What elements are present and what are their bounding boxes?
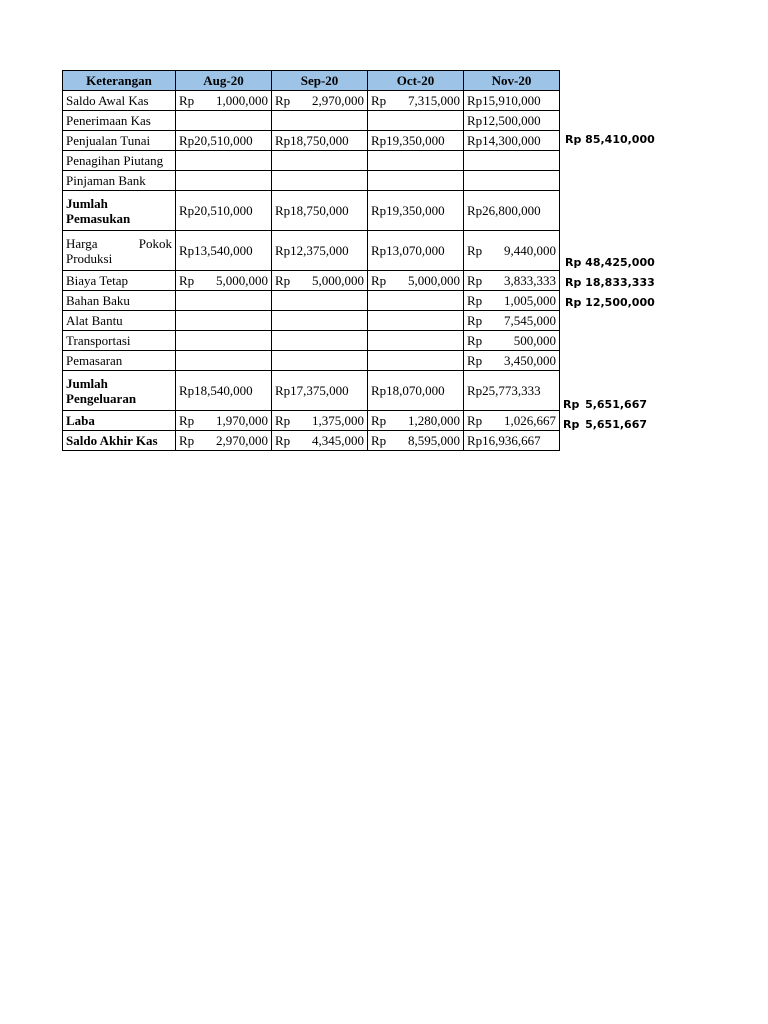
side-total-hpp: Rp 48,425,000	[565, 256, 655, 269]
table-row	[63, 231, 560, 271]
money-part: Rp25,773,333	[467, 383, 541, 398]
money-part: Rp	[179, 273, 195, 288]
money-part: 3,833,333	[504, 273, 556, 288]
value-cell	[272, 131, 368, 151]
value-cell	[464, 431, 560, 451]
money-part: Rp18,540,000	[179, 383, 253, 398]
row-label: Alat Bantu	[63, 311, 176, 331]
value-cell	[464, 291, 560, 311]
money-value	[467, 133, 556, 148]
side-total-penjualan: Rp 85,410,000	[565, 133, 655, 146]
value-cell	[176, 151, 272, 171]
money-part: Rp	[467, 353, 483, 368]
value-cell	[272, 411, 368, 431]
value-cell	[464, 91, 560, 111]
money-part: Rp	[179, 413, 195, 428]
money-value	[467, 93, 556, 108]
money-value	[371, 93, 460, 108]
value-cell	[176, 311, 272, 331]
value-cell	[176, 431, 272, 451]
money-part: 1,000,000	[216, 93, 268, 108]
money-value	[371, 273, 460, 288]
value-cell	[464, 191, 560, 231]
value-cell	[272, 151, 368, 171]
value-cell	[464, 231, 560, 271]
row-label: Jumlah Pengeluaran	[63, 371, 176, 411]
money-part: 7,315,000	[408, 93, 460, 108]
value-cell	[464, 411, 560, 431]
money-part: Rp17,375,000	[275, 383, 349, 398]
money-part: Rp	[371, 433, 387, 448]
table-row	[63, 171, 560, 191]
money-value	[275, 383, 364, 398]
value-cell	[368, 331, 464, 351]
value-cell	[368, 191, 464, 231]
money-value	[371, 433, 460, 448]
money-part: Rp20,510,000	[179, 133, 253, 148]
table-row	[63, 91, 560, 111]
value-cell	[272, 231, 368, 271]
row-label: Jumlah Pemasukan	[63, 191, 176, 231]
money-value	[467, 433, 556, 448]
value-cell	[176, 371, 272, 411]
value-cell	[176, 171, 272, 191]
table-row	[63, 271, 560, 291]
value-cell	[176, 291, 272, 311]
money-part: Rp26,800,000	[467, 203, 541, 218]
row-label: Biaya Tetap	[63, 271, 176, 291]
money-value	[371, 133, 460, 148]
row-label: Laba	[63, 411, 176, 431]
table-row	[63, 151, 560, 171]
value-cell	[368, 411, 464, 431]
value-cell	[272, 291, 368, 311]
value-cell	[272, 311, 368, 331]
row-label: Penagihan Piutang	[63, 151, 176, 171]
value-cell	[368, 171, 464, 191]
row-label: Saldo Awal Kas	[63, 91, 176, 111]
money-value	[179, 243, 268, 258]
table-row	[63, 371, 560, 411]
money-part: Rp13,540,000	[179, 243, 253, 258]
side-total-pengeluaran-currency: Rp	[563, 398, 580, 411]
money-part: 7,545,000	[504, 313, 556, 328]
value-cell	[368, 151, 464, 171]
money-part: 1,280,000	[408, 413, 460, 428]
money-part: Rp19,350,000	[371, 133, 445, 148]
money-value	[467, 243, 556, 258]
row-label: Transportasi	[63, 331, 176, 351]
money-part: 1,026,667	[504, 413, 556, 428]
value-cell	[368, 311, 464, 331]
money-value	[275, 93, 364, 108]
money-value	[371, 383, 460, 398]
row-label: Penjualan Tunai	[63, 131, 176, 151]
table-row	[63, 411, 560, 431]
header-nov: Nov-20	[464, 71, 560, 91]
table-row	[63, 291, 560, 311]
money-value	[179, 383, 268, 398]
money-part: Rp	[179, 433, 195, 448]
value-cell	[176, 191, 272, 231]
money-part: Rp20,510,000	[179, 203, 253, 218]
header-keterangan: Keterangan	[63, 71, 176, 91]
money-part: Rp14,300,000	[467, 133, 541, 148]
header-aug: Aug-20	[176, 71, 272, 91]
money-part: 4,345,000	[312, 433, 364, 448]
money-value	[467, 353, 556, 368]
money-value	[179, 433, 268, 448]
table-row	[63, 131, 560, 151]
header-sep: Sep-20	[272, 71, 368, 91]
table-row	[63, 331, 560, 351]
side-total-biaya-tetap: Rp 18,833,333	[565, 276, 655, 289]
money-part: 5,000,000	[312, 273, 364, 288]
value-cell	[272, 171, 368, 191]
money-part: Rp19,350,000	[371, 203, 445, 218]
money-value	[275, 203, 364, 218]
value-cell	[464, 151, 560, 171]
value-cell	[368, 271, 464, 291]
money-part: Rp18,070,000	[371, 383, 445, 398]
table-row	[63, 111, 560, 131]
money-part: Rp	[179, 93, 195, 108]
money-value	[275, 243, 364, 258]
value-cell	[464, 171, 560, 191]
money-value	[467, 203, 556, 218]
money-part: Rp16,936,667	[467, 433, 541, 448]
table-row	[63, 191, 560, 231]
money-value	[179, 273, 268, 288]
value-cell	[272, 271, 368, 291]
money-part: Rp	[275, 433, 291, 448]
value-cell	[368, 431, 464, 451]
money-value	[371, 413, 460, 428]
header-oct: Oct-20	[368, 71, 464, 91]
money-part: Rp	[467, 243, 483, 258]
value-cell	[176, 351, 272, 371]
value-cell	[176, 271, 272, 291]
money-value	[179, 203, 268, 218]
value-cell	[272, 351, 368, 371]
value-cell	[464, 371, 560, 411]
money-part: Rp13,070,000	[371, 243, 445, 258]
value-cell	[464, 131, 560, 151]
money-part: Rp	[371, 273, 387, 288]
money-part: 1,005,000	[504, 293, 556, 308]
money-part: Rp12,375,000	[275, 243, 349, 258]
money-value	[467, 313, 556, 328]
money-value	[179, 93, 268, 108]
value-cell	[464, 351, 560, 371]
money-value	[467, 273, 556, 288]
money-value	[467, 413, 556, 428]
value-cell	[176, 91, 272, 111]
row-label: Harga Pokok Produksi	[63, 231, 176, 271]
value-cell	[272, 91, 368, 111]
money-part: 500,000	[513, 333, 556, 348]
money-part: 2,970,000	[312, 93, 364, 108]
money-part: 1,970,000	[216, 413, 268, 428]
money-value	[371, 203, 460, 218]
money-part: Rp	[275, 273, 291, 288]
value-cell	[176, 331, 272, 351]
money-value	[275, 273, 364, 288]
value-cell	[272, 431, 368, 451]
value-cell	[272, 191, 368, 231]
value-cell	[368, 111, 464, 131]
money-part: Rp18,750,000	[275, 203, 349, 218]
value-cell	[464, 111, 560, 131]
money-value	[467, 333, 556, 348]
money-part: Rp	[371, 413, 387, 428]
money-value	[179, 133, 268, 148]
money-part: 5,000,000	[408, 273, 460, 288]
value-cell	[176, 411, 272, 431]
table-row	[63, 431, 560, 451]
value-cell	[176, 131, 272, 151]
value-cell	[272, 111, 368, 131]
value-cell	[176, 111, 272, 131]
value-cell	[272, 371, 368, 411]
value-cell	[368, 291, 464, 311]
row-label: Penerimaan Kas	[63, 111, 176, 131]
money-value	[467, 113, 556, 128]
money-value	[179, 413, 268, 428]
row-label: Bahan Baku	[63, 291, 176, 311]
money-part: 5,000,000	[216, 273, 268, 288]
money-value	[467, 293, 556, 308]
money-value	[275, 133, 364, 148]
money-part: Rp	[371, 93, 387, 108]
money-part: Rp	[275, 413, 291, 428]
header-row	[63, 71, 560, 91]
side-total-bahan-baku: Rp 12,500,000	[565, 296, 655, 309]
money-value	[371, 243, 460, 258]
money-part: 1,375,000	[312, 413, 364, 428]
money-part: Rp	[275, 93, 291, 108]
money-part: 3,450,000	[504, 353, 556, 368]
money-part: Rp	[467, 293, 483, 308]
money-part: Rp	[467, 413, 483, 428]
value-cell	[368, 351, 464, 371]
money-part: 8,595,000	[408, 433, 460, 448]
side-total-laba-currency: Rp	[563, 418, 580, 431]
value-cell	[368, 371, 464, 411]
money-part: Rp	[467, 313, 483, 328]
value-cell	[464, 311, 560, 331]
value-cell	[464, 331, 560, 351]
money-part: Rp	[467, 333, 483, 348]
value-cell	[368, 231, 464, 271]
money-value	[467, 383, 556, 398]
money-value	[275, 433, 364, 448]
table-row	[63, 311, 560, 331]
row-label: Saldo Akhir Kas	[63, 431, 176, 451]
side-total-pengeluaran	[563, 398, 647, 411]
value-cell	[368, 91, 464, 111]
money-part: Rp	[467, 273, 483, 288]
row-label: Pinjaman Bank	[63, 171, 176, 191]
side-total-pengeluaran-amount: 5,651,667	[585, 398, 647, 411]
table-row	[63, 351, 560, 371]
money-part: Rp15,910,000	[467, 93, 541, 108]
value-cell	[176, 231, 272, 271]
money-part: Rp18,750,000	[275, 133, 349, 148]
value-cell	[464, 271, 560, 291]
money-part: Rp12,500,000	[467, 113, 541, 128]
cash-flow-table	[62, 70, 560, 451]
row-label: Pemasaran	[63, 351, 176, 371]
money-value	[275, 413, 364, 428]
value-cell	[272, 331, 368, 351]
side-total-laba	[563, 418, 647, 431]
money-part: 2,970,000	[216, 433, 268, 448]
value-cell	[368, 131, 464, 151]
side-total-laba-amount: 5,651,667	[585, 418, 647, 431]
money-part: 9,440,000	[504, 243, 556, 258]
